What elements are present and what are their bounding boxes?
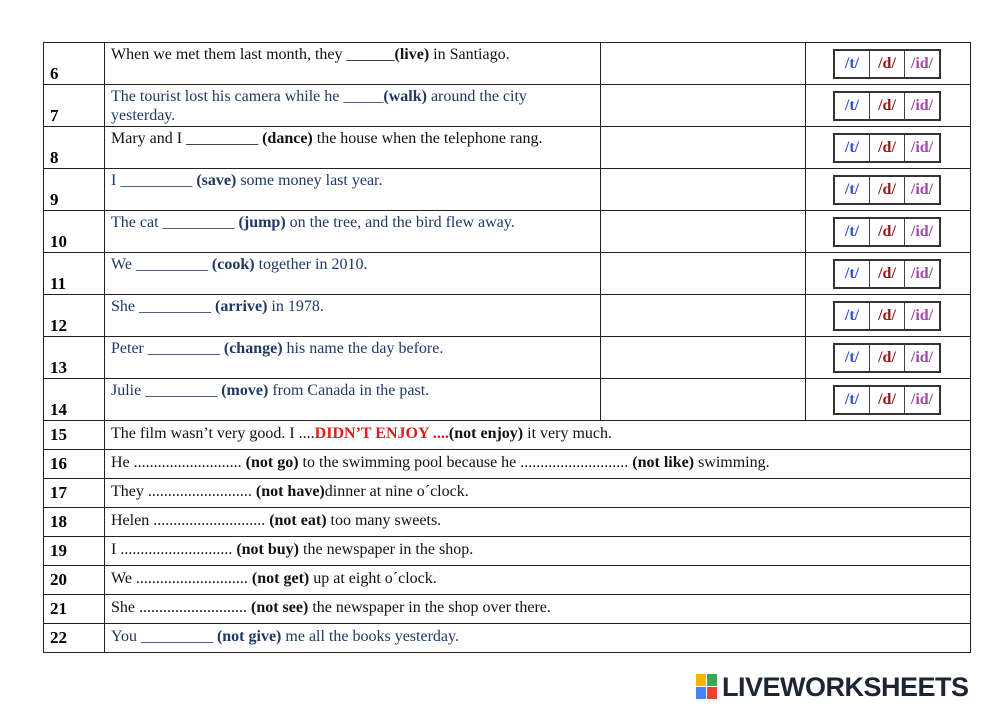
pronunciation-cell bbox=[806, 85, 971, 127]
option-d[interactable]: /d/ bbox=[869, 261, 904, 287]
exercise-row bbox=[44, 85, 971, 127]
row-number: 22 bbox=[44, 624, 105, 653]
pronunciation-choice-group bbox=[833, 175, 941, 205]
sentence: They .......................... (not have)dinner at nine o´clock. bbox=[105, 479, 971, 508]
exercise-row bbox=[44, 337, 971, 379]
exercise-row bbox=[44, 211, 971, 253]
exercise-row bbox=[44, 169, 971, 211]
exercise-table bbox=[43, 42, 971, 653]
exercise-row bbox=[44, 253, 971, 295]
row-number: 21 bbox=[44, 595, 105, 624]
row-number: 16 bbox=[44, 450, 105, 479]
pronunciation-cell bbox=[806, 43, 971, 85]
pronunciation-choice-group bbox=[833, 49, 941, 79]
option-d[interactable]: /d/ bbox=[869, 303, 904, 329]
row-number: 15 bbox=[44, 421, 105, 450]
option-id[interactable]: /id/ bbox=[904, 261, 939, 287]
answer-cell[interactable] bbox=[601, 127, 806, 169]
option-id[interactable]: /id/ bbox=[904, 51, 939, 77]
exercise-row bbox=[44, 595, 971, 624]
option-id[interactable]: /id/ bbox=[904, 177, 939, 203]
sentence: You _________ (not give) me all the books yesterday. bbox=[105, 624, 971, 653]
brand-logo bbox=[696, 672, 969, 702]
row-number: 10 bbox=[44, 211, 105, 253]
pronunciation-cell bbox=[806, 169, 971, 211]
exercise-row bbox=[44, 450, 971, 479]
sentence: Peter _________ (change) his name the day before. bbox=[105, 337, 601, 379]
pronunciation-cell bbox=[806, 127, 971, 169]
option-id[interactable]: /id/ bbox=[904, 303, 939, 329]
option-t[interactable]: /t/ bbox=[844, 54, 860, 72]
sentence: Helen ............................ (not eat) too many sweets. bbox=[105, 508, 971, 537]
sentence: Mary and I _________ (dance) the house when the telephone rang. bbox=[105, 127, 601, 169]
option-d[interactable]: /d/ bbox=[869, 93, 904, 119]
option-t[interactable]: /t/ bbox=[844, 222, 860, 240]
sentence: The tourist lost his camera while he _____(walk) around the city yesterday. bbox=[105, 85, 601, 127]
exercise-row bbox=[44, 537, 971, 566]
exercise-row bbox=[44, 43, 971, 85]
sentence: I ............................ (not buy) the newspaper in the shop. bbox=[105, 537, 971, 566]
liveworksheets-logo-icon bbox=[696, 674, 718, 700]
exercise-row bbox=[44, 127, 971, 169]
sentence: The film wasn’t very good. I ....DIDN’T ENJOY ....(not enjoy) it very much. bbox=[105, 421, 971, 450]
exercise-row bbox=[44, 295, 971, 337]
sentence: She ........................... (not see) the newspaper in the shop over there. bbox=[105, 595, 971, 624]
row-number: 19 bbox=[44, 537, 105, 566]
option-d[interactable]: /d/ bbox=[869, 135, 904, 161]
sentence: We _________ (cook) together in 2010. bbox=[105, 253, 601, 295]
row-number: 9 bbox=[44, 169, 105, 211]
sentence: I _________ (save) some money last year. bbox=[105, 169, 601, 211]
exercise-row bbox=[44, 421, 971, 450]
option-t[interactable]: /t/ bbox=[844, 96, 860, 114]
option-d[interactable]: /d/ bbox=[869, 387, 904, 413]
pronunciation-choice-group bbox=[833, 259, 941, 289]
answer-cell[interactable] bbox=[601, 85, 806, 127]
pronunciation-choice-group bbox=[833, 133, 941, 163]
pronunciation-choice-group bbox=[833, 91, 941, 121]
pronunciation-choice-group bbox=[833, 301, 941, 331]
row-number: 12 bbox=[44, 295, 105, 337]
option-t[interactable]: /t/ bbox=[844, 180, 860, 198]
option-id[interactable]: /id/ bbox=[904, 135, 939, 161]
brand-name: LIVEWORKSHEETS bbox=[722, 671, 969, 702]
row-number: 20 bbox=[44, 566, 105, 595]
option-t[interactable]: /t/ bbox=[844, 306, 860, 324]
pronunciation-choice-group bbox=[833, 217, 941, 247]
exercise-row bbox=[44, 624, 971, 653]
answer-cell[interactable] bbox=[601, 337, 806, 379]
row-number: 18 bbox=[44, 508, 105, 537]
row-number: 7 bbox=[44, 85, 105, 127]
option-id[interactable]: /id/ bbox=[904, 387, 939, 413]
answer-cell[interactable] bbox=[601, 379, 806, 421]
sentence: We ............................ (not get) up at eight o´clock. bbox=[105, 566, 971, 595]
exercise-row bbox=[44, 566, 971, 595]
row-number: 6 bbox=[44, 43, 105, 85]
pronunciation-cell bbox=[806, 253, 971, 295]
exercise-row bbox=[44, 479, 971, 508]
answer-cell[interactable] bbox=[601, 295, 806, 337]
answer-cell[interactable] bbox=[601, 169, 806, 211]
sentence: She _________ (arrive) in 1978. bbox=[105, 295, 601, 337]
pronunciation-choice-group bbox=[833, 343, 941, 373]
sentence: He ........................... (not go) to the swimming pool because he ........................... (not like) swimming. bbox=[105, 450, 971, 479]
option-t[interactable]: /t/ bbox=[844, 138, 860, 156]
row-number: 13 bbox=[44, 337, 105, 379]
answer-cell[interactable] bbox=[601, 43, 806, 85]
answer-cell[interactable] bbox=[601, 253, 806, 295]
option-t[interactable]: /t/ bbox=[844, 264, 860, 282]
pronunciation-cell bbox=[806, 379, 971, 421]
sentence: When we met them last month, they ______(live) in Santiago. bbox=[105, 43, 601, 85]
sentence: The cat _________ (jump) on the tree, and the bird flew away. bbox=[105, 211, 601, 253]
option-t[interactable]: /t/ bbox=[844, 348, 860, 366]
option-id[interactable]: /id/ bbox=[904, 219, 939, 245]
example-answer: DIDN’T ENJOY bbox=[314, 425, 429, 442]
pronunciation-choice-group bbox=[833, 385, 941, 415]
option-id[interactable]: /id/ bbox=[904, 345, 939, 371]
row-number: 11 bbox=[44, 253, 105, 295]
row-number: 8 bbox=[44, 127, 105, 169]
row-number: 14 bbox=[44, 379, 105, 421]
sentence: Julie _________ (move) from Canada in the past. bbox=[105, 379, 601, 421]
pronunciation-cell bbox=[806, 337, 971, 379]
option-t[interactable]: /t/ bbox=[844, 390, 860, 408]
option-d[interactable]: /d/ bbox=[869, 51, 904, 77]
row-number: 17 bbox=[44, 479, 105, 508]
exercise-row bbox=[44, 508, 971, 537]
option-id[interactable]: /id/ bbox=[904, 93, 939, 119]
pronunciation-cell bbox=[806, 211, 971, 253]
option-d[interactable]: /d/ bbox=[869, 345, 904, 371]
option-d[interactable]: /d/ bbox=[869, 177, 904, 203]
exercise-row bbox=[44, 379, 971, 421]
answer-cell[interactable] bbox=[601, 211, 806, 253]
pronunciation-cell bbox=[806, 295, 971, 337]
option-d[interactable]: /d/ bbox=[869, 219, 904, 245]
